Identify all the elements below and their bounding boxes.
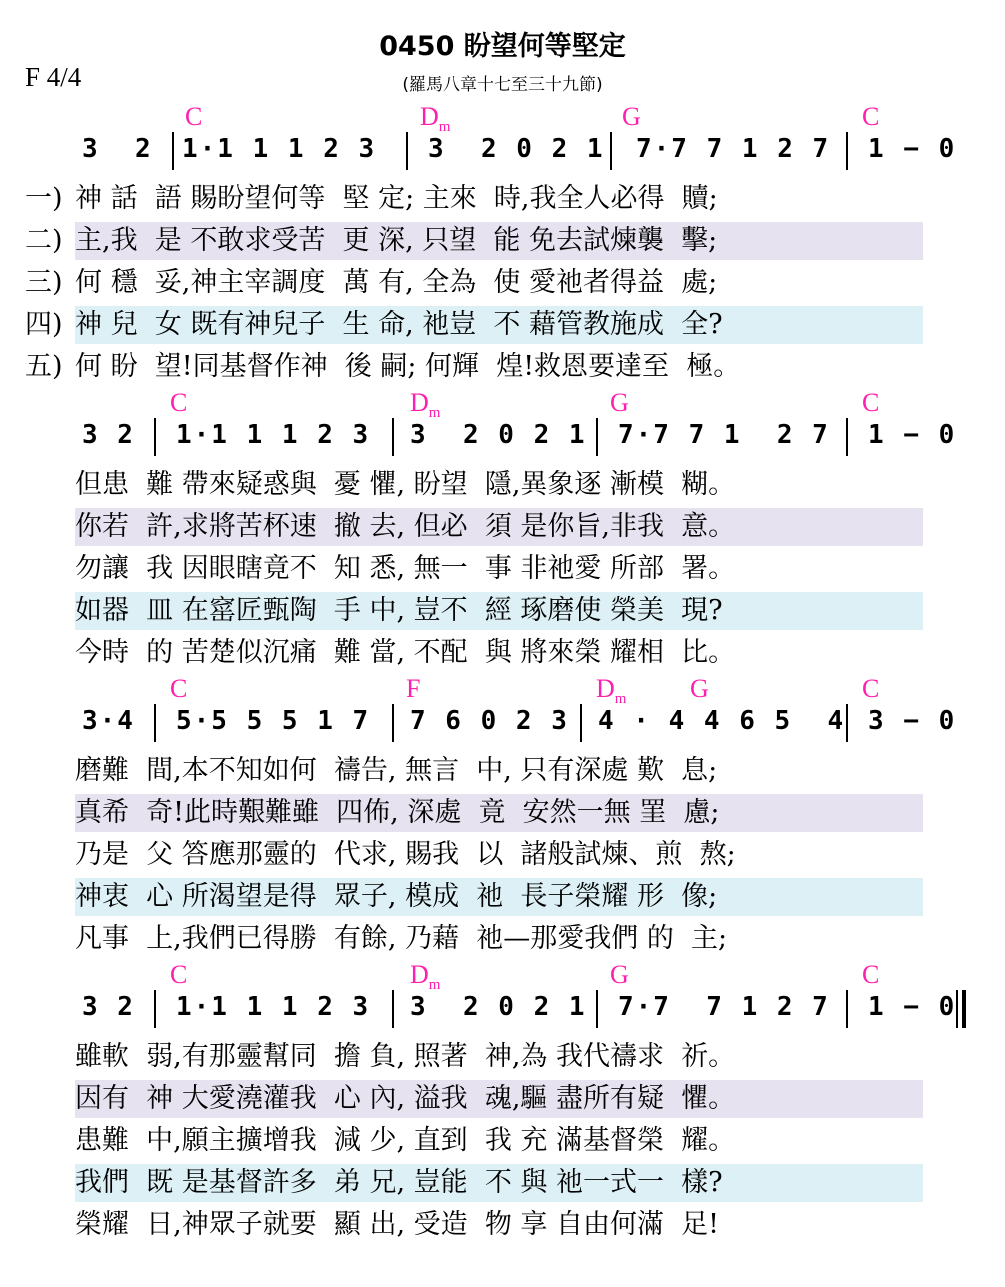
- bar-line: [406, 132, 408, 170]
- lyric-text: 神 話 語 賜盼望何等 堅 定; 主來 時,我全人必得 贖;: [75, 183, 718, 214]
- measure: 3 2: [82, 420, 135, 450]
- bar-line: [846, 704, 848, 742]
- lyric-text: 乃是 父 答應那靈的 代求, 賜我 以 諸般試煉、煎 熬;: [75, 839, 736, 870]
- bar-line: [392, 418, 394, 456]
- verse-number: 二): [25, 225, 63, 256]
- scripture-reference: (羅馬八章十七至三十九節): [402, 75, 603, 95]
- bar-line: [392, 990, 394, 1028]
- chord-label: D: [596, 674, 615, 703]
- bar-line: [580, 704, 582, 742]
- bar-line: [610, 132, 612, 170]
- score-section: [0, 102, 1005, 388]
- bar-line: [596, 990, 598, 1028]
- measure: 3 2 0 2 1: [410, 992, 587, 1022]
- chord-label: G: [610, 388, 629, 417]
- bar-line: [846, 990, 848, 1028]
- lyric-text: 磨難 間,本不知如何 禱告, 無言 中, 只有深處 歎 息;: [75, 755, 718, 786]
- chord-label: C: [185, 102, 203, 131]
- lyric-line: [25, 752, 717, 790]
- lyric-line: [25, 222, 717, 260]
- chord-quality: m: [428, 405, 441, 422]
- verse-number: 一): [25, 183, 63, 214]
- bar-line: [154, 704, 156, 742]
- chord-label: C: [170, 960, 188, 989]
- lyric-text: 今時 的 苦楚似沉痛 難 當, 不配 與 將來榮 耀相 比。: [75, 637, 736, 668]
- bar-line: [154, 990, 156, 1028]
- lyric-text: 何 盼 望!同基督作神 後 嗣; 何輝 煌!救恩要達至 極。: [75, 351, 741, 382]
- lyric-line: [25, 794, 720, 832]
- lyric-text: 榮耀 日,神眾子就要 顯 出, 受造 物 享 自由何滿 足!: [75, 1209, 720, 1240]
- lyric-text: 勿讓 我 因眼瞎竟不 知 悉, 無一 事 非祂愛 所部 署。: [75, 553, 736, 584]
- verse-number: 五): [25, 351, 63, 382]
- notation-line: [0, 418, 1005, 458]
- measure: 1·1 1 1 2 3: [176, 992, 371, 1022]
- chord-label: D: [410, 388, 429, 417]
- lyric-text: 雖軟 弱,有那靈幫同 擔 負, 照著 神,為 我代禱求 祈。: [75, 1041, 736, 1072]
- measure: 3·4: [82, 706, 135, 736]
- lyric-line: [25, 550, 735, 588]
- lyric-line: [25, 836, 736, 874]
- chord-symbol: [170, 674, 187, 704]
- chord-label: C: [170, 388, 188, 417]
- bar-line: [172, 132, 174, 170]
- lyric-text: 神 兒 女 既有神兒子 生 命, 祂豈 不 藉管教施成 全?: [75, 309, 723, 340]
- lyric-text: 我們 既 是基督許多 弟 兄, 豈能 不 與 祂一式一 樣?: [75, 1167, 723, 1198]
- notation-line: [0, 132, 1005, 172]
- chord-symbol: [622, 102, 641, 132]
- lyric-line: [25, 1206, 719, 1244]
- measure: 7·7 7 1 2 7: [618, 992, 830, 1022]
- measure: 7·7 7 1 2 7: [618, 420, 830, 450]
- measure: 1 − 0: [868, 134, 957, 164]
- chord-symbol: [690, 674, 709, 704]
- notation-line: [0, 990, 1005, 1030]
- chord-symbol: [170, 388, 187, 418]
- lyric-line: [25, 180, 718, 218]
- chord-quality: m: [438, 119, 451, 136]
- notation-line: [0, 704, 1005, 744]
- measure: 3 − 0: [868, 706, 957, 736]
- chord-symbol: [862, 674, 879, 704]
- lyric-line: [25, 1164, 723, 1202]
- lyric-line: [25, 348, 740, 386]
- bar-line: [392, 704, 394, 742]
- lyric-line: [25, 508, 735, 546]
- key-time-signature: F 4/4: [25, 62, 82, 92]
- measure: 3 2 0 2 1: [428, 134, 605, 164]
- score-section: [0, 388, 1005, 674]
- verse-number: 三): [25, 267, 63, 298]
- chord-quality: m: [428, 977, 441, 994]
- chord-label: C: [862, 960, 880, 989]
- lyric-line: [25, 634, 735, 672]
- hymn-title: 0450 盼望何等堅定: [379, 31, 626, 62]
- measure: 3 2: [82, 992, 135, 1022]
- measure: 1·1 1 1 2 3: [182, 134, 377, 164]
- lyric-text: 但患 難 帶來疑惑與 憂 懼, 盼望 隱,異象逐 漸模 糊。: [75, 469, 736, 500]
- chord-label: G: [610, 960, 629, 989]
- lyric-text: 真希 奇!此時艱難雖 四佈, 深處 竟 安然一無 罣 慮;: [75, 797, 720, 828]
- lyric-text: 主,我 是 不敢求受苦 更 深, 只望 能 免去試煉襲 擊;: [75, 225, 718, 256]
- lyric-text: 你若 許,求將苦杯速 撤 去, 但必 須 是你旨,非我 意。: [75, 511, 736, 542]
- lyric-line: [25, 920, 727, 958]
- lyric-line: [25, 878, 717, 916]
- lyric-line: [25, 1080, 735, 1118]
- bar-line: [846, 132, 848, 170]
- final-bar-line-thin: [956, 990, 958, 1028]
- measure: 4 · 4 4 6 5 4: [598, 706, 846, 736]
- measure: 3 2 0 2 1: [410, 420, 587, 450]
- verse-number: 四): [25, 309, 63, 340]
- lyric-line: [25, 264, 717, 302]
- measure: 1 − 0: [868, 992, 957, 1022]
- lyric-text: 如器 皿 在窰匠甄陶 手 中, 豈不 經 琢磨使 榮美 現?: [75, 595, 723, 626]
- chord-label: C: [170, 674, 188, 703]
- lyric-text: 何 穩 妥,神主宰調度 萬 有, 全為 使 愛祂者得益 處;: [75, 267, 718, 298]
- chord-quality: m: [614, 691, 627, 708]
- measure: 1 − 0: [868, 420, 957, 450]
- lyric-line: [25, 306, 723, 344]
- chord-label: D: [420, 102, 439, 131]
- score-section: [0, 960, 1005, 1246]
- lyric-text: 神衷 心 所渴望是得 眾子, 模成 祂 長子榮耀 形 像;: [75, 881, 718, 912]
- measure: 7·7 7 1 2 7: [636, 134, 831, 164]
- measure: 3 2: [82, 134, 153, 164]
- chord-symbol: [862, 388, 879, 418]
- chord-label: C: [862, 674, 880, 703]
- measure: 7 6 0 2 3: [410, 706, 569, 736]
- score-section: [0, 674, 1005, 960]
- lyric-line: [25, 592, 723, 630]
- chord-symbol: [862, 960, 879, 990]
- chord-label: C: [862, 102, 880, 131]
- chord-label: G: [690, 674, 709, 703]
- lyric-text: 因有 神 大愛澆灌我 心 內, 溢我 魂,驅 盡所有疑 懼。: [75, 1083, 736, 1114]
- chord-symbol: [862, 102, 879, 132]
- bar-line: [846, 418, 848, 456]
- lyric-line: [25, 1038, 735, 1076]
- measure: 1·1 1 1 2 3: [176, 420, 371, 450]
- final-bar-line: [962, 990, 966, 1028]
- chord-symbol: [170, 960, 187, 990]
- lyric-text: 凡事 上,我們已得勝 有餘, 乃藉 祂—那愛我們 的 主;: [75, 923, 728, 954]
- chord-label: G: [622, 102, 641, 131]
- bar-line: [154, 418, 156, 456]
- chord-symbol: [610, 388, 629, 418]
- chord-symbol: [406, 674, 420, 704]
- measure: 5·5 5 5 1 7: [176, 706, 371, 736]
- lyric-text: 患難 中,願主擴增我 減 少, 直到 我 充 滿基督榮 耀。: [75, 1125, 736, 1156]
- chord-label: F: [406, 674, 421, 703]
- lyric-line: [25, 466, 735, 504]
- chord-label: C: [862, 388, 880, 417]
- bar-line: [596, 418, 598, 456]
- chord-symbol: [610, 960, 629, 990]
- chord-label: D: [410, 960, 429, 989]
- chord-symbol: [185, 102, 202, 132]
- lyric-line: [25, 1122, 735, 1160]
